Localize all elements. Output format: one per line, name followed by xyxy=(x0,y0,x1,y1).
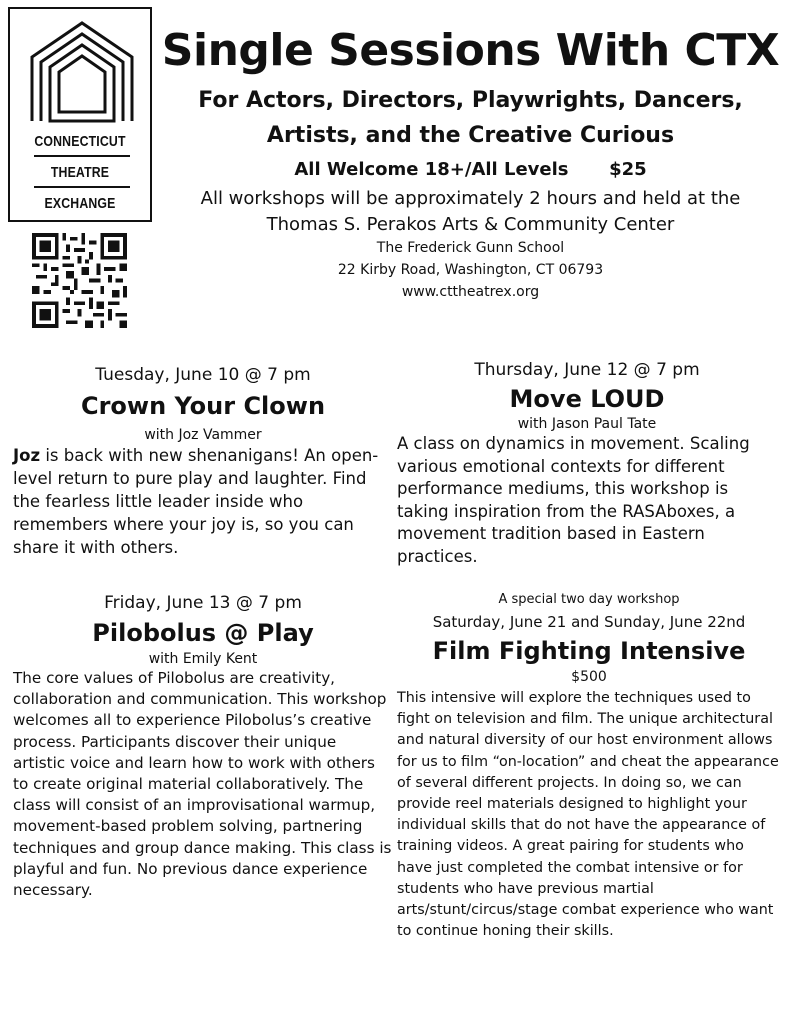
workshop-film-fighting-intensive xyxy=(397,590,781,942)
audience-price-line xyxy=(150,157,791,183)
duration-note: All workshops will be approximately 2 hours and held at the xyxy=(200,188,741,209)
workshop-title: Crown Your Clown xyxy=(80,392,326,420)
workshop-date: Thursday, June 12 @ 7 pm xyxy=(474,360,700,380)
audience-label: All Welcome 18+/All Levels xyxy=(294,159,569,180)
house-logo-icon xyxy=(10,9,154,129)
workshop-kicker: A special two day workshop xyxy=(498,592,680,607)
logo-line-connecticut: CONNECTICUT xyxy=(34,133,126,150)
workshop-move-loud xyxy=(397,359,777,568)
workshop-title: Pilobolus @ Play xyxy=(92,619,314,647)
workshop-description: A class on dynamics in movement. Scaling various emotional contexts for different performance mediums, this workshop is taking inspiration from the RASAboxes, a movement tradition based in Eastern practices. xyxy=(397,434,750,566)
workshop-instructor: with Joz Vammer xyxy=(144,427,262,443)
workshop-title: Move LOUD xyxy=(509,385,665,413)
address: 22 Kirby Road, Washington, CT 06793 xyxy=(337,262,604,278)
workshop-title: Film Fighting Intensive xyxy=(432,637,746,665)
logo-line-exchange: EXCHANGE xyxy=(44,195,116,212)
workshop-date: Friday, June 13 @ 7 pm xyxy=(104,593,302,613)
workshop-description xyxy=(13,444,393,559)
workshop-description: This intensive will explore the techniques used to fight on television and film. The unique architectural and natural diversity of our host environment allows for us to film “on-location” and cheat the appearance of several different projects. In doing so, we can provide reel materials designed to highlight your individual skills that do not have the appearance of training videos. A great pairing for students who have just completed the combat intensive or for students who have previous martial arts/stunt/circus/stage combat experience who want to continue honing their skills. xyxy=(397,690,779,940)
ctx-logo xyxy=(8,7,152,222)
workshop-pilobolus-at-play xyxy=(13,592,393,901)
logo-divider xyxy=(34,155,130,157)
workshop-instructor: with Jason Paul Tate xyxy=(517,416,657,432)
workshop-price: $500 xyxy=(571,669,607,685)
price-label: $25 xyxy=(609,159,647,180)
qr-code[interactable] xyxy=(32,233,127,328)
workshop-instructor: with Emily Kent xyxy=(148,651,258,667)
page-title: Single Sessions With CTX xyxy=(161,25,780,76)
subtitle-line-1: For Actors, Directors, Playwrights, Dancers, xyxy=(198,88,743,113)
logo-line-theatre: THEATRE xyxy=(50,164,110,181)
workshop-crown-your-clown xyxy=(13,364,393,559)
workshop-description: The core values of Pilobolus are creativity, collaboration and communication. This workshop welcomes all to experience Pilobolus’s creative process. Participants discover their unique artistic voice and learn how to work with others to create original material collaboratively. The class will consist of an improvisational warmup, movement-based problem solving, partnering techniques and group dance making. This class is playful and fun. No previous dance experience necessary. xyxy=(13,669,392,900)
lead-name: Joz xyxy=(13,446,41,465)
description-text: is back with new shenanigans! An open-level return to pure play and laughter. Find the fearless little leader inside who remembers where your joy is, so you can share it with others. xyxy=(13,446,379,557)
logo-divider xyxy=(34,186,130,188)
venue-name: Thomas S. Perakos Arts & Community Center xyxy=(266,214,675,235)
website-link[interactable]: www.cttheatrex.org xyxy=(401,284,540,300)
workshop-date: Tuesday, June 10 @ 7 pm xyxy=(95,365,311,385)
school-name: The Frederick Gunn School xyxy=(376,240,565,256)
workshop-date: Saturday, June 21 and Sunday, June 22nd xyxy=(432,613,746,631)
subtitle-line-2: Artists, and the Creative Curious xyxy=(266,123,675,148)
